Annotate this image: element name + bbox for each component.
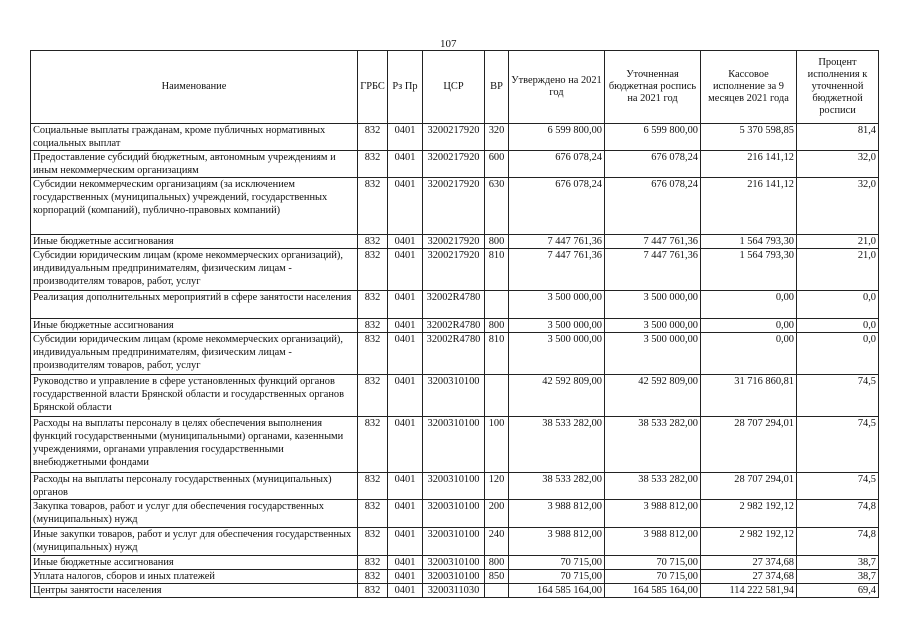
cell-refined: 3 988 812,00	[605, 528, 701, 556]
cell-percent: 32,0	[797, 151, 879, 178]
cell-refined: 70 715,00	[605, 570, 701, 584]
cell-percent: 74,8	[797, 500, 879, 528]
cell-percent: 74,5	[797, 375, 879, 417]
cell-cash: 1 564 793,30	[701, 235, 797, 249]
cell-approved: 38 533 282,00	[509, 417, 605, 473]
cell-vr: 240	[485, 528, 509, 556]
cell-grbs: 832	[358, 291, 388, 319]
cell-approved: 38 533 282,00	[509, 473, 605, 500]
cell-rzpr: 0401	[388, 291, 423, 319]
cell-vr: 810	[485, 249, 509, 291]
cell-grbs: 832	[358, 556, 388, 570]
table-row	[31, 473, 879, 500]
cell-cash: 114 222 581,94	[701, 584, 797, 598]
cell-cash: 31 716 860,81	[701, 375, 797, 417]
cell-cash: 0,00	[701, 319, 797, 333]
cell-refined: 70 715,00	[605, 556, 701, 570]
cell-csr: 3200217920	[423, 249, 485, 291]
table-row	[31, 417, 879, 473]
cell-vr: 100	[485, 417, 509, 473]
cell-csr: 3200310100	[423, 500, 485, 528]
cell-name: Иные бюджетные ассигнования	[31, 235, 358, 249]
cell-cash: 216 141,12	[701, 151, 797, 178]
cell-name: Реализация дополнительных мероприятий в сфере занятости населения	[31, 291, 358, 319]
cell-name: Расходы на выплаты персоналу государственных (муниципальных) органов	[31, 473, 358, 500]
cell-approved: 70 715,00	[509, 556, 605, 570]
cell-refined: 42 592 809,00	[605, 375, 701, 417]
header-vr: ВР	[485, 51, 509, 124]
cell-csr: 3200217920	[423, 178, 485, 235]
cell-approved: 3 500 000,00	[509, 319, 605, 333]
cell-grbs: 832	[358, 319, 388, 333]
cell-cash: 1 564 793,30	[701, 249, 797, 291]
cell-rzpr: 0401	[388, 473, 423, 500]
cell-vr: 810	[485, 333, 509, 375]
cell-csr: 32002R4780	[423, 319, 485, 333]
page-number: 107	[440, 38, 457, 50]
table-row	[31, 500, 879, 528]
cell-grbs: 832	[358, 333, 388, 375]
table-header-row	[31, 51, 879, 124]
cell-cash: 5 370 598,85	[701, 124, 797, 151]
cell-csr: 3200217920	[423, 124, 485, 151]
cell-name: Центры занятости населения	[31, 584, 358, 598]
table-row	[31, 178, 879, 235]
cell-rzpr: 0401	[388, 319, 423, 333]
cell-approved: 70 715,00	[509, 570, 605, 584]
header-name: Наименование	[31, 51, 358, 124]
cell-cash: 2 982 192,12	[701, 528, 797, 556]
cell-name: Иные закупки товаров, работ и услуг для обеспечения государственных (муниципальных) нужд	[31, 528, 358, 556]
cell-grbs: 832	[358, 124, 388, 151]
table-row	[31, 124, 879, 151]
cell-name: Иные бюджетные ассигнования	[31, 556, 358, 570]
cell-cash: 216 141,12	[701, 178, 797, 235]
table-body	[31, 124, 879, 598]
cell-approved: 676 078,24	[509, 151, 605, 178]
cell-approved: 3 500 000,00	[509, 333, 605, 375]
table-row	[31, 319, 879, 333]
header-grbs: ГРБС	[358, 51, 388, 124]
cell-csr: 3200310100	[423, 570, 485, 584]
cell-cash: 0,00	[701, 333, 797, 375]
cell-name: Субсидии некоммерческим организациям (за исключением государственных (муниципальных) учреждений, государственных корпораций (компаний), публично-правовых компаний)	[31, 178, 358, 235]
cell-grbs: 832	[358, 417, 388, 473]
cell-name: Уплата налогов, сборов и иных платежей	[31, 570, 358, 584]
cell-percent: 38,7	[797, 570, 879, 584]
cell-rzpr: 0401	[388, 178, 423, 235]
cell-vr: 850	[485, 570, 509, 584]
cell-approved: 164 585 164,00	[509, 584, 605, 598]
cell-refined: 6 599 800,00	[605, 124, 701, 151]
table-row	[31, 333, 879, 375]
cell-rzpr: 0401	[388, 556, 423, 570]
cell-vr: 200	[485, 500, 509, 528]
cell-vr: 630	[485, 178, 509, 235]
cell-grbs: 832	[358, 178, 388, 235]
cell-csr: 3200310100	[423, 528, 485, 556]
cell-csr: 32002R4780	[423, 291, 485, 319]
cell-percent: 38,7	[797, 556, 879, 570]
cell-refined: 676 078,24	[605, 151, 701, 178]
cell-rzpr: 0401	[388, 333, 423, 375]
header-rzpr: Рз Пр	[388, 51, 423, 124]
cell-percent: 74,8	[797, 528, 879, 556]
table-row	[31, 249, 879, 291]
cell-rzpr: 0401	[388, 151, 423, 178]
cell-rzpr: 0401	[388, 417, 423, 473]
table-row	[31, 291, 879, 319]
cell-rzpr: 0401	[388, 584, 423, 598]
cell-refined: 3 500 000,00	[605, 319, 701, 333]
cell-vr	[485, 375, 509, 417]
cell-vr: 120	[485, 473, 509, 500]
cell-percent: 74,5	[797, 417, 879, 473]
cell-percent: 0,0	[797, 291, 879, 319]
cell-approved: 6 599 800,00	[509, 124, 605, 151]
cell-grbs: 832	[358, 473, 388, 500]
cell-name: Социальные выплаты гражданам, кроме публичных нормативных социальных выплат	[31, 124, 358, 151]
cell-cash: 27 374,68	[701, 570, 797, 584]
cell-grbs: 832	[358, 249, 388, 291]
cell-percent: 81,4	[797, 124, 879, 151]
cell-name: Предоставление субсидий бюджетным, автономным учреждениям и иным некоммерческим организациям	[31, 151, 358, 178]
cell-percent: 21,0	[797, 249, 879, 291]
cell-refined: 3 988 812,00	[605, 500, 701, 528]
cell-refined: 676 078,24	[605, 178, 701, 235]
cell-cash: 2 982 192,12	[701, 500, 797, 528]
cell-name: Руководство и управление в сфере установленных функций органов государственной власти Брянской области и государственных органов Брянской области	[31, 375, 358, 417]
table-row	[31, 570, 879, 584]
cell-rzpr: 0401	[388, 124, 423, 151]
table-row	[31, 235, 879, 249]
cell-grbs: 832	[358, 528, 388, 556]
cell-vr: 800	[485, 235, 509, 249]
cell-percent: 74,5	[797, 473, 879, 500]
cell-vr: 600	[485, 151, 509, 178]
cell-refined: 164 585 164,00	[605, 584, 701, 598]
header-cash: Кассовое исполнение за 9 месяцев 2021 года	[701, 51, 797, 124]
cell-vr: 320	[485, 124, 509, 151]
cell-approved: 3 988 812,00	[509, 500, 605, 528]
cell-cash: 27 374,68	[701, 556, 797, 570]
cell-percent: 0,0	[797, 333, 879, 375]
cell-approved: 3 988 812,00	[509, 528, 605, 556]
cell-grbs: 832	[358, 584, 388, 598]
cell-refined: 3 500 000,00	[605, 291, 701, 319]
cell-vr	[485, 291, 509, 319]
cell-csr: 3200310100	[423, 375, 485, 417]
table-row	[31, 556, 879, 570]
table-row	[31, 375, 879, 417]
cell-grbs: 832	[358, 375, 388, 417]
cell-csr: 3200310100	[423, 417, 485, 473]
header-percent: Процент исполнения к уточненной бюджетной росписи	[797, 51, 879, 124]
cell-name: Субсидии юридическим лицам (кроме некоммерческих организаций), индивидуальным предпринимателям, физическим лицам - производителям товаров, работ, услуг	[31, 249, 358, 291]
cell-rzpr: 0401	[388, 375, 423, 417]
cell-refined: 7 447 761,36	[605, 249, 701, 291]
table-row	[31, 528, 879, 556]
cell-vr: 800	[485, 556, 509, 570]
table-row	[31, 151, 879, 178]
cell-cash: 28 707 294,01	[701, 417, 797, 473]
cell-name: Субсидии юридическим лицам (кроме некоммерческих организаций), индивидуальным предпринимателям, физическим лицам - производителям товаров, работ, услуг	[31, 333, 358, 375]
cell-rzpr: 0401	[388, 528, 423, 556]
cell-rzpr: 0401	[388, 235, 423, 249]
cell-approved: 7 447 761,36	[509, 249, 605, 291]
cell-approved: 676 078,24	[509, 178, 605, 235]
cell-name: Иные бюджетные ассигнования	[31, 319, 358, 333]
cell-grbs: 832	[358, 235, 388, 249]
cell-csr: 32002R4780	[423, 333, 485, 375]
cell-rzpr: 0401	[388, 570, 423, 584]
cell-percent: 0,0	[797, 319, 879, 333]
cell-cash: 28 707 294,01	[701, 473, 797, 500]
cell-csr: 3200217920	[423, 235, 485, 249]
header-refined: Уточненная бюджетная роспись на 2021 год	[605, 51, 701, 124]
cell-percent: 69,4	[797, 584, 879, 598]
cell-rzpr: 0401	[388, 249, 423, 291]
cell-percent: 32,0	[797, 178, 879, 235]
cell-refined: 3 500 000,00	[605, 333, 701, 375]
cell-csr: 3200310100	[423, 473, 485, 500]
cell-refined: 38 533 282,00	[605, 417, 701, 473]
cell-approved: 42 592 809,00	[509, 375, 605, 417]
cell-percent: 21,0	[797, 235, 879, 249]
header-csr: ЦСР	[423, 51, 485, 124]
cell-name: Расходы на выплаты персоналу в целях обеспечения выполнения функций государственными (муниципальными) органами, казенными учреждениями, органами управления государственными внебюджетными фондами	[31, 417, 358, 473]
cell-vr: 800	[485, 319, 509, 333]
cell-approved: 3 500 000,00	[509, 291, 605, 319]
cell-approved: 7 447 761,36	[509, 235, 605, 249]
cell-grbs: 832	[358, 570, 388, 584]
cell-cash: 0,00	[701, 291, 797, 319]
header-approved: Утверждено на 2021 год	[509, 51, 605, 124]
cell-grbs: 832	[358, 500, 388, 528]
cell-refined: 7 447 761,36	[605, 235, 701, 249]
cell-csr: 3200310100	[423, 556, 485, 570]
cell-name: Закупка товаров, работ и услуг для обеспечения государственных (муниципальных) нужд	[31, 500, 358, 528]
budget-execution-table	[30, 50, 879, 598]
table-row	[31, 584, 879, 598]
cell-vr	[485, 584, 509, 598]
cell-grbs: 832	[358, 151, 388, 178]
cell-csr: 3200311030	[423, 584, 485, 598]
cell-csr: 3200217920	[423, 151, 485, 178]
cell-rzpr: 0401	[388, 500, 423, 528]
cell-refined: 38 533 282,00	[605, 473, 701, 500]
